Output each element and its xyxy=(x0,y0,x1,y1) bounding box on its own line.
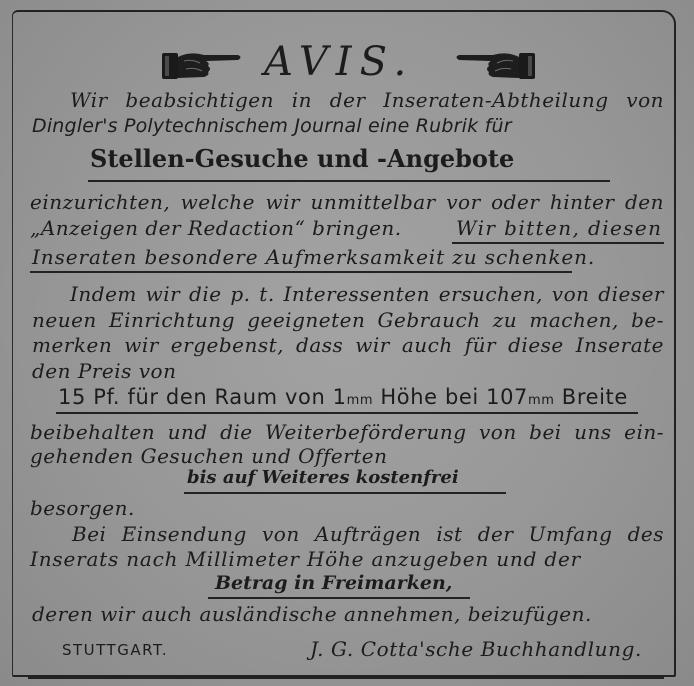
p3-line-2: Inserats nach Millimeter Höhe anzugeben und der xyxy=(30,547,581,571)
p1-line-3: Inseraten besondere Aufmerksamkeit zu schenken. xyxy=(32,245,596,269)
price-unit-mm-2: mm xyxy=(528,393,555,408)
request-underline-1 xyxy=(452,242,664,244)
free-of-charge-underline xyxy=(184,492,506,494)
p1-line-2b: Wir bitten, diesen xyxy=(456,216,663,240)
request-underline-2 xyxy=(30,271,572,273)
notice-title: AVIS. xyxy=(264,39,415,85)
amount-line: Betrag in Freimarken, xyxy=(215,572,453,594)
p2-line-5: beibehalten und die Weiterbeförderung von bei uns ein- xyxy=(30,420,664,444)
city-label: STUTTGART. xyxy=(62,641,169,659)
price-underline xyxy=(56,412,638,414)
intro-line-1: Wir beabsichtigen in der Inseraten-Abtheilung von xyxy=(70,88,664,112)
price-text-a: 15 Pf. für den Raum von 1 xyxy=(58,385,347,409)
price-line xyxy=(58,383,628,415)
pointing-hand-left-icon xyxy=(453,47,537,83)
p2-line-7: besorgen. xyxy=(30,496,135,520)
p2-line-2: neuen Einrichtung geeigneten Gebrauch zu machen, be- xyxy=(32,308,664,332)
p2-line-3: merken wir ergebenst, dass wir auch für diese Inserate xyxy=(32,333,664,357)
section-heading: Stellen-Gesuche und -Angebote xyxy=(90,144,515,173)
intro-line-2: Dingler's Polytechnischem Journal eine Rubrik für xyxy=(32,115,512,137)
heading-underline xyxy=(88,180,610,182)
amount-underline xyxy=(208,597,470,599)
price-text-c: Breite xyxy=(554,385,628,409)
price-text-b: Höhe bei 107 xyxy=(373,385,528,409)
p3-line-3: deren wir auch ausländische annehmen, beizufügen. xyxy=(32,602,592,626)
free-of-charge-line: bis auf Weiteres kostenfrei xyxy=(187,467,459,488)
price-unit-mm-1: mm xyxy=(346,393,374,408)
p2-line-6: gehenden Gesuchen und Offerten xyxy=(30,444,388,468)
bottom-rule xyxy=(28,676,664,679)
p2-line-1: Indem wir die p. t. Interessenten ersuchen, von dieser xyxy=(70,282,664,306)
pointing-hand-right-icon xyxy=(160,47,244,83)
p2-line-4: den Preis von xyxy=(32,359,177,383)
p1-line-2a: „Anzeigen der Redaction“ bringen. xyxy=(30,216,402,240)
p1-line-1: einzurichten, welche wir unmittelbar vor oder hinter den xyxy=(30,190,664,214)
p3-line-1: Bei Einsendung von Aufträgen ist der Umfang des xyxy=(72,522,664,546)
publisher-name: J. G. Cotta'sche Buchhandlung. xyxy=(310,637,643,661)
